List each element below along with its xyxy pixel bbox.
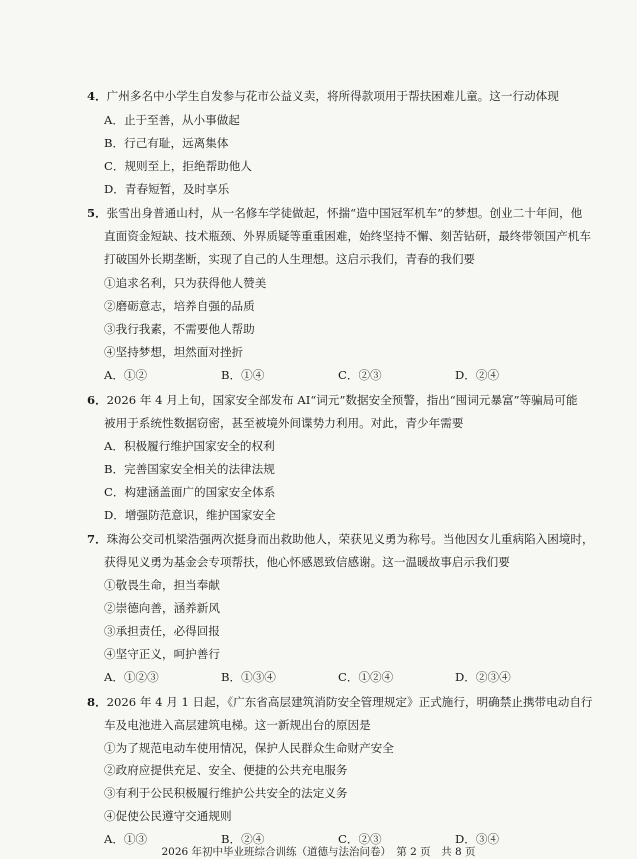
question-7-statement-3: ③承担责任，必得回报: [104, 624, 220, 638]
question-6-option-c: C．构建涵盖面广的国家安全体系: [104, 485, 276, 499]
question-7-stem-line-1: 7．珠海公交司机梁浩强两次挺身而出救助他人，荣获见义勇为称号。当他因女儿重病陷入困境时，: [87, 532, 594, 546]
question-5-stem-line-1: 5．张雪出身普通山村，从一名修车学徒做起，怀揣“造中国冠军机车”的梦想。创业二十年间，他: [87, 206, 583, 220]
question-5-statement-3: ③我行我素，不需要他人帮助: [104, 322, 255, 336]
question-7-choice-b: B．①③④: [221, 670, 276, 684]
question-8-statement-2: ②政府应提供充足、安全、便捷的公共充电服务: [104, 763, 348, 777]
question-4-stem-line-1: 4．广州多名中小学生自发参与花市公益义卖，将所得款项用于帮扶困难儿童。这一行动体现: [87, 89, 559, 103]
question-4-option-a: A．止于至善，从小事做起: [104, 113, 240, 127]
question-8-choice-c: C．②③: [338, 832, 382, 846]
question-8-number: 8．: [87, 695, 107, 709]
question-8-choice-a: A．①③: [104, 832, 148, 846]
question-5-statement-1: ①追求名利，只为获得他人赞美: [104, 276, 267, 290]
question-7-choice-c: C．①②④: [338, 670, 394, 684]
question-8-statement-1: ①为了规范电动车使用情况，保护人民群众生命财产安全: [104, 741, 394, 755]
question-5-statement-2: ②磨砺意志，培养自强的品质: [104, 299, 255, 313]
question-5-stem-line-2: 直面资金短缺、技术瓶颈、外界质疑等重重困难，始终坚持不懈、刻苦钻研，最终带领国产机车: [104, 229, 591, 243]
question-8-choice-d: D．③④: [455, 832, 500, 846]
question-5-choice-a: A．①②: [104, 368, 148, 382]
question-8-stem-line-1: 8．2026 年 4 月 1 日起，《广东省高层建筑消防安全管理规定》正式施行，明确禁止携带电动自行: [87, 695, 593, 709]
question-7-stem-line-2: 获得见义勇为基金会专项帮扶，他心怀感恩致信感谢。这一温暖故事启示我们要: [104, 555, 510, 569]
question-7-choice-d: D．②③④: [455, 670, 511, 684]
question-4-option-d: D．青春短暂，及时享乐: [104, 182, 230, 196]
question-4-option-c: C．规则至上，拒绝帮助他人: [104, 159, 252, 173]
question-7-statement-1: ①敬畏生命，担当奉献: [104, 578, 220, 592]
question-5-choice-c: C．②③: [338, 368, 382, 382]
question-6-stem-line-2: 被用于系统性数据窃密，甚至被境外间谍势力利用。对此，青少年需要: [104, 416, 464, 430]
question-4-number: 4．: [87, 89, 107, 103]
question-5-statement-4: ④坚持梦想，坦然面对挫折: [104, 345, 244, 359]
question-7-choice-a: A．①②③: [104, 670, 159, 684]
question-7-statement-4: ④坚守正义，呵护善行: [104, 647, 220, 661]
question-6-number: 6．: [87, 393, 107, 407]
question-5-choice-b: B．①④: [221, 368, 265, 382]
question-4-option-b: B．行己有耻，远离集体: [104, 136, 229, 150]
question-5-choice-d: D．②④: [455, 368, 500, 382]
question-6-stem-line-1: 6．2026 年 4 月上旬，国家安全部发布 AI“词元”数据安全预警，指出“囤词元暴富”等骗局可能: [87, 393, 578, 407]
question-5-stem-line-3: 打破国外长期垄断，实现了自己的人生理想。这启示我们，青春的我们要: [104, 252, 476, 266]
question-8-choice-b: B．②④: [221, 832, 265, 846]
question-6-option-b: B．完善国家安全相关的法律法规: [104, 462, 275, 476]
question-6-option-a: A．积极履行维护国家安全的权利: [104, 439, 275, 453]
question-7-number: 7．: [87, 532, 107, 546]
question-6-option-d: D．增强防范意识，维护国家安全: [104, 508, 276, 522]
question-5-number: 5．: [87, 206, 107, 220]
question-8-stem-line-2: 车及电池进入高层建筑电梯。这一新规出台的原因是: [104, 718, 371, 732]
question-7-statement-2: ②崇德向善，涵养新风: [104, 601, 220, 615]
question-8-statement-4: ④促使公民遵守交通规则: [104, 809, 232, 823]
page-footer: 2026 年初中毕业班综合训练（道德与法治问卷） 第 2 页 共 8 页: [161, 846, 476, 858]
question-8-statement-3: ③有利于公民积极履行维护公共安全的法定义务: [104, 786, 348, 800]
